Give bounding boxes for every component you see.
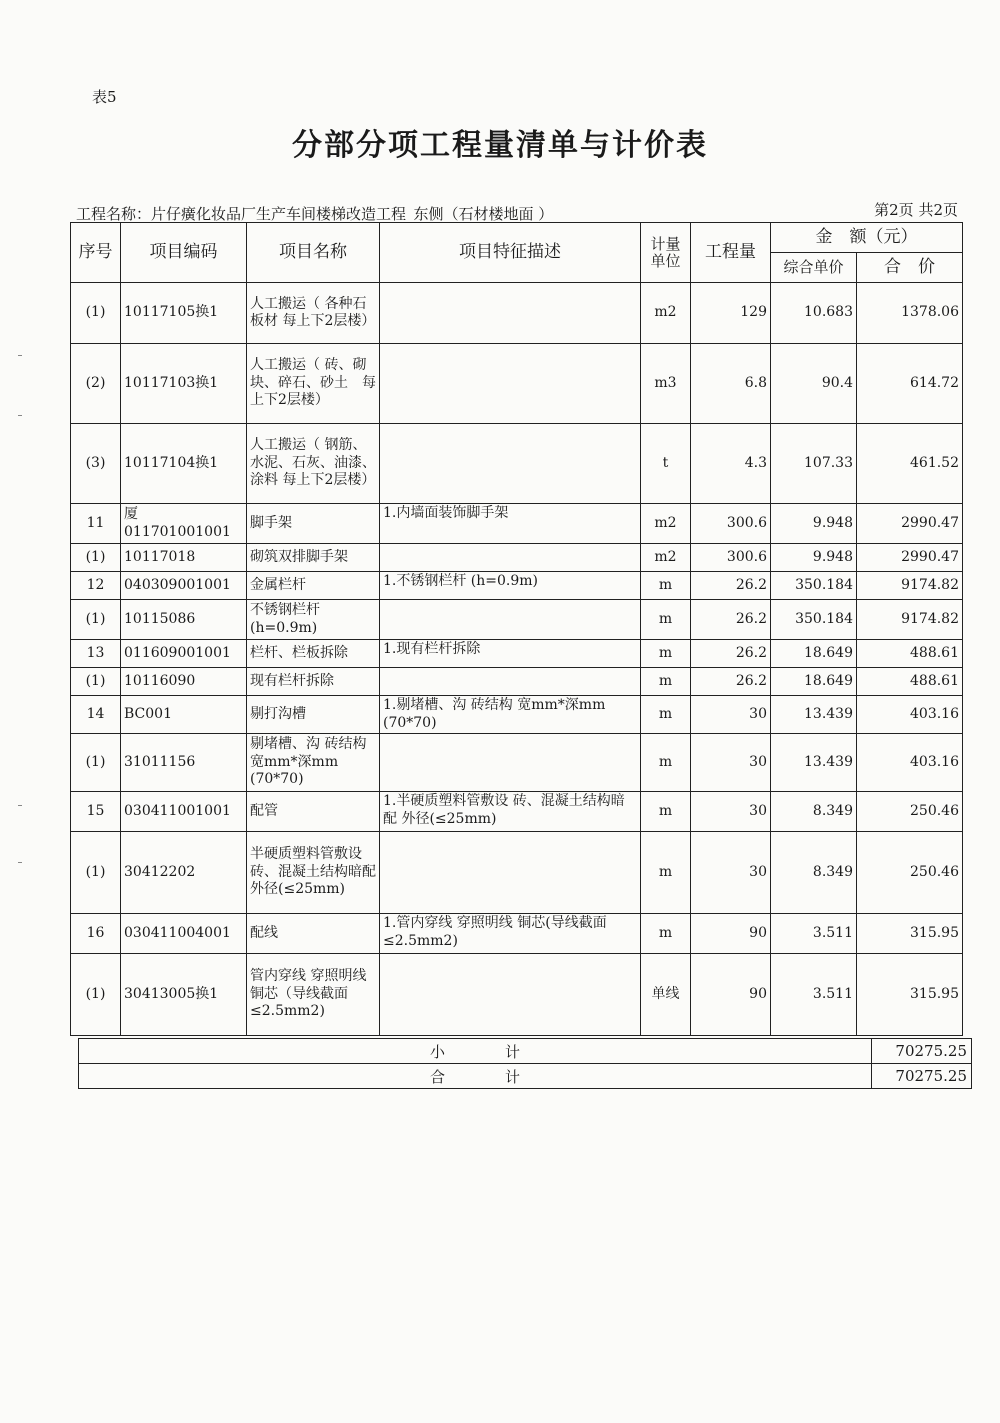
row-name: 现有栏杆拆除 bbox=[247, 668, 380, 696]
row-total: 2990.47 bbox=[857, 504, 963, 544]
row-code: 10117103换1 bbox=[121, 344, 247, 424]
row-unit: m bbox=[641, 696, 691, 734]
row-unit: m bbox=[641, 832, 691, 914]
row-description: 1.内墙面装饰脚手架 bbox=[380, 504, 641, 544]
row-description bbox=[380, 954, 641, 1036]
row-unit: m3 bbox=[641, 344, 691, 424]
row-description: 1.剔堵槽、沟 砖结构 宽mm*深mm (70*70) bbox=[380, 696, 641, 734]
row-unit: m2 bbox=[641, 283, 691, 344]
row-unit: m2 bbox=[641, 544, 691, 572]
row-total: 614.72 bbox=[857, 344, 963, 424]
row-quantity: 300.6 bbox=[691, 544, 771, 572]
table-row bbox=[71, 600, 963, 640]
page-info: 第2页 共2页 bbox=[874, 201, 958, 219]
row-name: 不锈钢栏杆(h=0.9m) bbox=[247, 600, 380, 640]
row-unit: m bbox=[641, 600, 691, 640]
row-unit-price: 90.4 bbox=[771, 344, 857, 424]
row-description: 1.现有栏杆拆除 bbox=[380, 640, 641, 668]
row-name: 半硬质塑料管敷设 砖、混凝土结构暗配 外径(≤25mm) bbox=[247, 832, 380, 914]
row-seq: 15 bbox=[71, 792, 121, 832]
row-seq: (1) bbox=[71, 283, 121, 344]
row-quantity: 4.3 bbox=[691, 424, 771, 504]
row-total: 403.16 bbox=[857, 734, 963, 792]
row-description: 1.不锈钢栏杆 (h=0.9m) bbox=[380, 572, 641, 600]
row-seq: (1) bbox=[71, 600, 121, 640]
row-unit-price: 8.349 bbox=[771, 792, 857, 832]
row-unit-price: 8.349 bbox=[771, 832, 857, 914]
row-name: 人工搬运（ 钢筋、水泥、石灰、油漆、涂料 每上下2层楼） bbox=[247, 424, 380, 504]
row-unit-price: 350.184 bbox=[771, 572, 857, 600]
row-seq: 14 bbox=[71, 696, 121, 734]
page-title: 分部分项工程量清单与计价表 bbox=[292, 128, 708, 163]
row-description: 1.半硬质塑料管敷设 砖、混凝土结构暗配 外径(≤25mm) bbox=[380, 792, 641, 832]
row-name: 剔堵槽、沟 砖结构 宽mm*深mm (70*70) bbox=[247, 734, 380, 792]
row-seq: 13 bbox=[71, 640, 121, 668]
row-name: 人工搬运（ 砖、砌块、碎石、砂土 每上下2层楼） bbox=[247, 344, 380, 424]
grand-total-label: 合 计 bbox=[79, 1064, 872, 1089]
row-unit-price: 10.683 bbox=[771, 283, 857, 344]
row-seq: (3) bbox=[71, 424, 121, 504]
table-row bbox=[71, 954, 963, 1036]
row-unit: m bbox=[641, 914, 691, 954]
row-name: 管内穿线 穿照明线 铜芯（导线截面≤2.5mm2) bbox=[247, 954, 380, 1036]
row-quantity: 26.2 bbox=[691, 572, 771, 600]
table-row bbox=[71, 696, 963, 734]
row-code: 030411001001 bbox=[121, 792, 247, 832]
row-total: 250.46 bbox=[857, 792, 963, 832]
row-unit-price: 107.33 bbox=[771, 424, 857, 504]
table-row bbox=[71, 504, 963, 544]
row-total: 488.61 bbox=[857, 640, 963, 668]
row-total: 403.16 bbox=[857, 696, 963, 734]
row-total: 2990.47 bbox=[857, 544, 963, 572]
table-row bbox=[71, 668, 963, 696]
row-code: 30412202 bbox=[121, 832, 247, 914]
row-name: 配管 bbox=[247, 792, 380, 832]
scan-mark bbox=[18, 415, 22, 416]
header-seq: 序号 bbox=[71, 223, 121, 283]
row-description bbox=[380, 283, 641, 344]
row-description bbox=[380, 544, 641, 572]
table-row bbox=[71, 792, 963, 832]
table-number: 表5 bbox=[92, 88, 117, 106]
row-unit-price: 350.184 bbox=[771, 600, 857, 640]
row-seq: 16 bbox=[71, 914, 121, 954]
row-quantity: 30 bbox=[691, 792, 771, 832]
row-unit-price: 13.439 bbox=[771, 734, 857, 792]
row-total: 488.61 bbox=[857, 668, 963, 696]
row-name: 脚手架 bbox=[247, 504, 380, 544]
row-quantity: 90 bbox=[691, 914, 771, 954]
row-code: 10117018 bbox=[121, 544, 247, 572]
header-code: 项目编码 bbox=[121, 223, 247, 283]
table-row bbox=[71, 640, 963, 668]
row-unit-price: 3.511 bbox=[771, 914, 857, 954]
scan-mark bbox=[18, 355, 22, 356]
row-name: 金属栏杆 bbox=[247, 572, 380, 600]
row-quantity: 6.8 bbox=[691, 344, 771, 424]
row-code: 10117105换1 bbox=[121, 283, 247, 344]
row-description bbox=[380, 832, 641, 914]
project-name: 工程名称：片仔癀化妆品厂生产车间楼梯改造工程_东侧（石材楼地面 ） bbox=[76, 205, 554, 223]
header-description: 项目特征描述 bbox=[380, 223, 641, 283]
subtotal-value: 70275.25 bbox=[872, 1039, 972, 1064]
row-unit: m bbox=[641, 640, 691, 668]
row-total: 461.52 bbox=[857, 424, 963, 504]
row-seq: 11 bbox=[71, 504, 121, 544]
table-row bbox=[71, 344, 963, 424]
grand-total-value: 70275.25 bbox=[872, 1064, 972, 1089]
row-unit: t bbox=[641, 424, 691, 504]
row-description bbox=[380, 668, 641, 696]
row-description bbox=[380, 734, 641, 792]
row-quantity: 30 bbox=[691, 832, 771, 914]
header-unit: 计量单位 bbox=[641, 223, 691, 283]
row-seq: (1) bbox=[71, 832, 121, 914]
row-unit: m bbox=[641, 668, 691, 696]
row-code: 040309001001 bbox=[121, 572, 247, 600]
row-quantity: 30 bbox=[691, 696, 771, 734]
row-name: 栏杆、栏板拆除 bbox=[247, 640, 380, 668]
row-quantity: 90 bbox=[691, 954, 771, 1036]
row-unit: m bbox=[641, 572, 691, 600]
row-name: 剔打沟槽 bbox=[247, 696, 380, 734]
row-unit-price: 13.439 bbox=[771, 696, 857, 734]
row-total: 315.95 bbox=[857, 914, 963, 954]
row-quantity: 129 bbox=[691, 283, 771, 344]
row-total: 9174.82 bbox=[857, 600, 963, 640]
table-row bbox=[71, 572, 963, 600]
totals-table bbox=[78, 1038, 972, 1089]
row-code: 10115086 bbox=[121, 600, 247, 640]
row-description: 1.管内穿线 穿照明线 铜芯(导线截面≤2.5mm2) bbox=[380, 914, 641, 954]
row-code: 011609001001 bbox=[121, 640, 247, 668]
table-row bbox=[71, 734, 963, 792]
row-code: 厦011701001001 bbox=[121, 504, 247, 544]
row-quantity: 26.2 bbox=[691, 668, 771, 696]
row-code: 10117104换1 bbox=[121, 424, 247, 504]
row-total: 1378.06 bbox=[857, 283, 963, 344]
row-description bbox=[380, 344, 641, 424]
row-description bbox=[380, 600, 641, 640]
row-seq: (1) bbox=[71, 954, 121, 1036]
row-unit-price: 9.948 bbox=[771, 544, 857, 572]
row-unit-price: 9.948 bbox=[771, 504, 857, 544]
row-seq: 12 bbox=[71, 572, 121, 600]
row-seq: (1) bbox=[71, 734, 121, 792]
row-quantity: 300.6 bbox=[691, 504, 771, 544]
row-quantity: 26.2 bbox=[691, 600, 771, 640]
row-description bbox=[380, 424, 641, 504]
row-name: 配线 bbox=[247, 914, 380, 954]
table-row bbox=[71, 424, 963, 504]
table-row bbox=[71, 544, 963, 572]
scan-mark bbox=[18, 862, 22, 863]
row-unit: m bbox=[641, 734, 691, 792]
row-code: 10116090 bbox=[121, 668, 247, 696]
header-unit-price: 综合单价 bbox=[771, 253, 857, 283]
header-name: 项目名称 bbox=[247, 223, 380, 283]
row-seq: (2) bbox=[71, 344, 121, 424]
row-quantity: 30 bbox=[691, 734, 771, 792]
row-code: 30413005换1 bbox=[121, 954, 247, 1036]
row-quantity: 26.2 bbox=[691, 640, 771, 668]
row-unit: 单线 bbox=[641, 954, 691, 1036]
row-total: 9174.82 bbox=[857, 572, 963, 600]
row-total: 250.46 bbox=[857, 832, 963, 914]
row-unit: m2 bbox=[641, 504, 691, 544]
bill-of-quantities-table bbox=[70, 222, 963, 1036]
row-name: 人工搬运（ 各种石板材 每上下2层楼） bbox=[247, 283, 380, 344]
row-code: 31011156 bbox=[121, 734, 247, 792]
header-amount: 金 额（元） bbox=[771, 223, 963, 253]
header-quantity: 工程量 bbox=[691, 223, 771, 283]
table-row bbox=[71, 283, 963, 344]
row-unit-price: 18.649 bbox=[771, 668, 857, 696]
row-code: BC001 bbox=[121, 696, 247, 734]
row-unit-price: 18.649 bbox=[771, 640, 857, 668]
table-row bbox=[71, 914, 963, 954]
row-unit-price: 3.511 bbox=[771, 954, 857, 1036]
scan-mark bbox=[18, 805, 22, 806]
row-code: 030411004001 bbox=[121, 914, 247, 954]
row-seq: (1) bbox=[71, 544, 121, 572]
row-name: 砌筑双排脚手架 bbox=[247, 544, 380, 572]
row-seq: (1) bbox=[71, 668, 121, 696]
table-row bbox=[71, 832, 963, 914]
header-total: 合 价 bbox=[857, 253, 963, 283]
row-unit: m bbox=[641, 792, 691, 832]
subtotal-label: 小 计 bbox=[79, 1039, 872, 1064]
row-total: 315.95 bbox=[857, 954, 963, 1036]
